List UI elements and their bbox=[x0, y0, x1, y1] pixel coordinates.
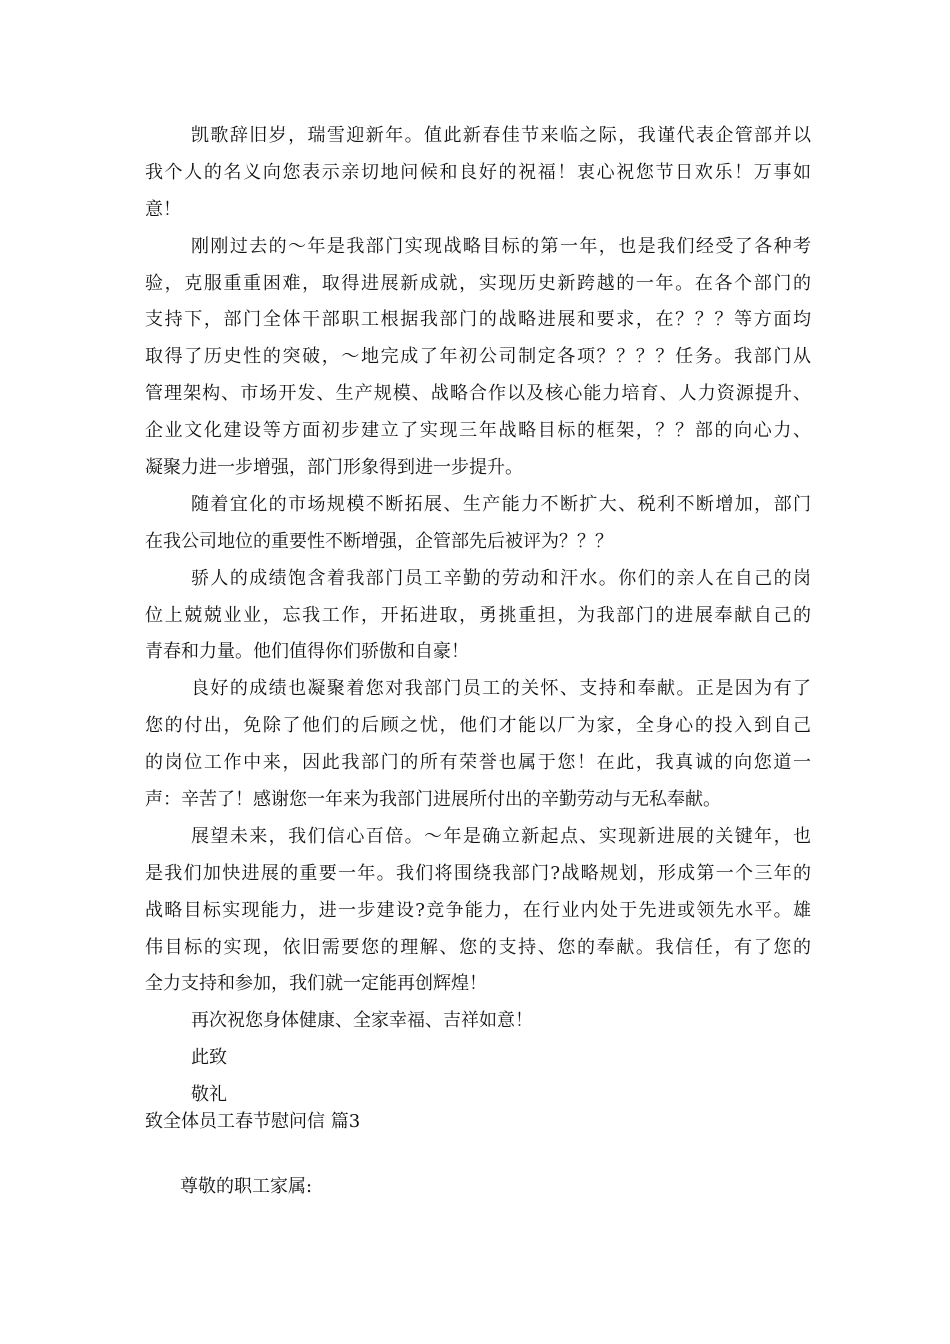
text-line: 声：辛苦了！感谢您一年来为我部门进展所付出的辛勤劳动与无私奉献。 bbox=[145, 789, 721, 811]
text-line: 您的付出，免除了他们的后顾之忧，他们才能以厂为家，全身心的投入到自己 bbox=[145, 715, 811, 737]
text-line: 骄人的成绩饱含着我部门员工辛勤的劳动和汗水。你们的亲人在自己的岗 bbox=[191, 567, 811, 589]
paragraph-families bbox=[145, 671, 811, 819]
closing-line: 此致 bbox=[191, 1047, 227, 1069]
paragraph-achievements bbox=[145, 229, 811, 487]
text-line: 在我公司地位的重要性不断增强，企管部先后被评为？？？ bbox=[145, 530, 613, 552]
paragraph-greeting bbox=[145, 118, 811, 229]
text-line: 全力支持和参加，我们就一定能再创辉煌！ bbox=[145, 973, 487, 995]
text-line: 青春和力量。他们值得你们骄傲和自豪！ bbox=[145, 641, 469, 663]
paragraph-wishes bbox=[145, 1003, 811, 1040]
text-line: 凝聚力进一步增强，部门形象得到进一步提升。 bbox=[145, 457, 523, 479]
text-line: 再次祝您身体健康、全家幸福、吉祥如意！ bbox=[191, 1010, 533, 1032]
salutation: 尊敬的职工家属: bbox=[180, 1176, 313, 1197]
text-line: 管理架构、市场开发、生产规模、战略合作以及核心能力培育、人力资源提升、 bbox=[145, 383, 811, 405]
text-line: 验，克服重重困难，取得进展新成就，实现历史新跨越的一年。在各个部门的 bbox=[145, 272, 811, 294]
closing-line: 敬礼 bbox=[191, 1084, 227, 1106]
text-line: 伟目标的实现，依旧需要您的理解、您的支持、您的奉献。我信任，有了您的 bbox=[145, 936, 811, 958]
letter-body bbox=[145, 118, 811, 1114]
text-line: 是我们加快进展的重要一年。我们将围绕我部门?战略规划，形成第一个三年的 bbox=[145, 862, 811, 884]
text-line: 支持下，部门全体干部职工根据我部门的战略进展和要求，在？？？等方面均 bbox=[145, 309, 811, 331]
section-title: 致全体员工春节慰问信 篇3 bbox=[145, 1111, 361, 1132]
text-line: 良好的成绩也凝聚着您对我部门员工的关怀、支持和奉献。正是因为有了 bbox=[191, 678, 811, 700]
closing bbox=[145, 1040, 811, 1114]
text-line: 展望未来，我们信心百倍。～年是确立新起点、实现新进展的关键年，也 bbox=[191, 825, 811, 847]
text-line: 的岗位工作中来，因此我部门的所有荣誉也属于您！在此，我真诚的向您道一 bbox=[145, 752, 811, 774]
text-line: 我个人的名义向您表示亲切地问候和良好的祝福！衷心祝您节日欢乐！万事如 bbox=[145, 161, 811, 183]
text-line: 取得了历史性的突破，～地完成了年初公司制定各项？？？？任务。我部门从 bbox=[145, 346, 811, 368]
text-line: 位上兢兢业业，忘我工作，开拓进取，勇挑重担，为我部门的进展奉献自己的 bbox=[145, 604, 811, 626]
text-line: 意！ bbox=[145, 198, 181, 220]
text-line: 凯歌辞旧岁，瑞雪迎新年。值此新春佳节来临之际，我谨代表企管部并以 bbox=[191, 125, 811, 146]
paragraph-growth bbox=[145, 487, 811, 561]
text-line: 战略目标实现能力，进一步建设?竞争能力，在行业内处于先进或领先水平。雄 bbox=[145, 899, 811, 921]
text-line: 刚刚过去的～年是我部门实现战略目标的第一年，也是我们经受了各种考 bbox=[191, 235, 811, 257]
text-line: 随着宜化的市场规模不断拓展、生产能力不断扩大、税利不断增加，部门 bbox=[191, 493, 811, 515]
paragraph-outlook bbox=[145, 819, 811, 1003]
text-line: 企业文化建设等方面初步建立了实现三年战略目标的框架，？？部的向心力、 bbox=[145, 420, 811, 442]
paragraph-employees bbox=[145, 561, 811, 672]
